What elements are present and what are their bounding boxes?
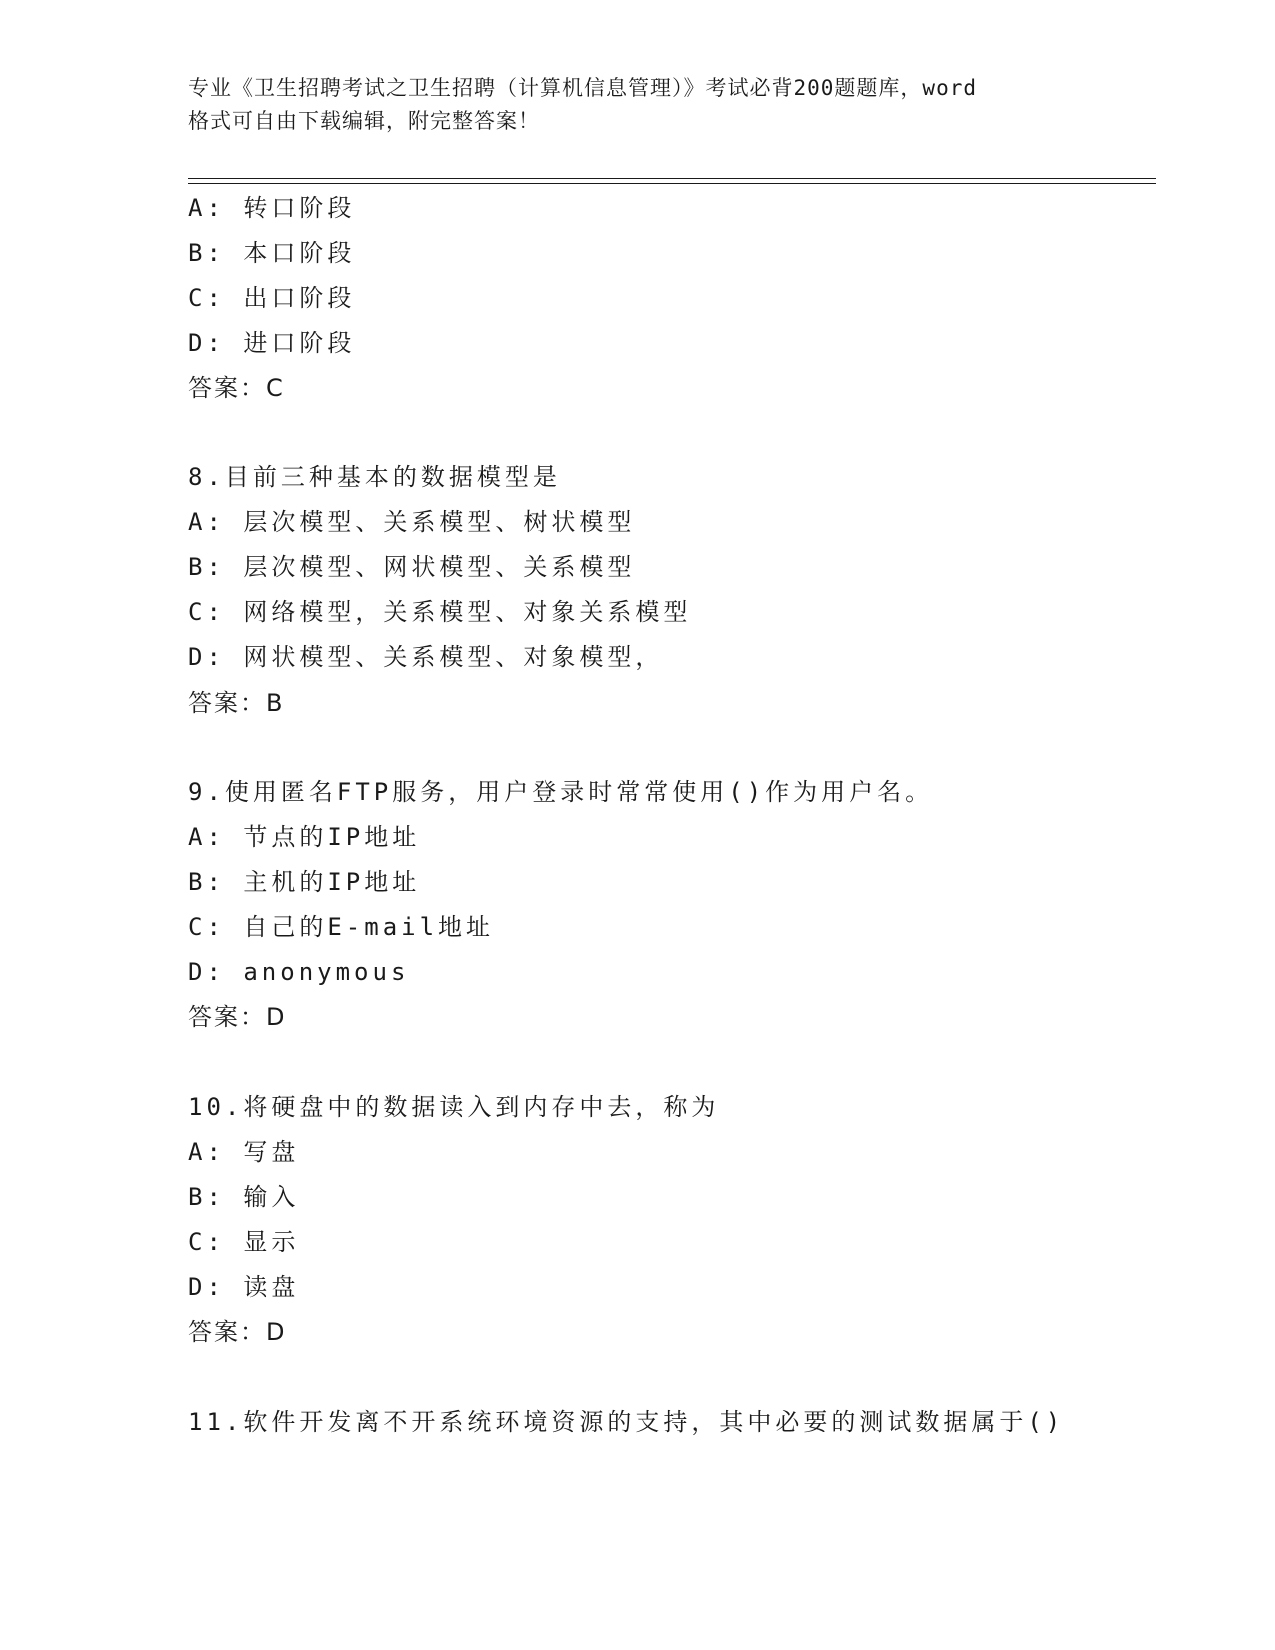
q9-option-d: D: anonymous xyxy=(188,958,410,986)
q10-option-d: D: 读盘 xyxy=(188,1273,300,1301)
header-divider-top xyxy=(188,178,1156,179)
q8-option-c: C: 网络模型，关系模型、对象关系模型 xyxy=(188,598,692,626)
q8-option-b: B: 层次模型、网状模型、关系模型 xyxy=(188,553,636,581)
header-divider-bottom xyxy=(188,183,1156,184)
q9-option-c: C: 自己的E-mail地址 xyxy=(188,913,495,941)
q11-question: 11.软件开发离不开系统环境资源的支持，其中必要的测试数据属于() xyxy=(188,1408,1065,1436)
q8-question: 8.目前三种基本的数据模型是 xyxy=(188,463,561,491)
q8-option-a: A: 层次模型、关系模型、树状模型 xyxy=(188,508,636,536)
q10-answer: 答案：D xyxy=(188,1318,287,1346)
q9-question: 9.使用匿名FTP服务，用户登录时常常使用()作为用户名。 xyxy=(188,778,934,806)
document-header xyxy=(188,72,1088,138)
q9-answer: 答案：D xyxy=(188,1003,287,1031)
q8-option-d: D: 网状模型、关系模型、对象模型， xyxy=(188,643,664,671)
q10-option-c: C: 显示 xyxy=(188,1228,300,1256)
q7-option-c: C: 出口阶段 xyxy=(188,284,356,312)
q9-option-a: A: 节点的IP地址 xyxy=(188,823,421,851)
q7-option-a: A: 转口阶段 xyxy=(188,194,356,222)
header-title-line-2: 格式可自由下载编辑，附完整答案！ xyxy=(188,109,540,133)
q7-answer: 答案：C xyxy=(188,374,285,402)
q9-option-b: B: 主机的IP地址 xyxy=(188,868,421,896)
q10-option-a: A: 写盘 xyxy=(188,1138,300,1166)
q10-option-b: B: 输入 xyxy=(188,1183,300,1211)
header-title-line-1: 专业《卫生招聘考试之卫生招聘（计算机信息管理）》考试必背200题题库，word xyxy=(188,76,977,100)
q10-question: 10.将硬盘中的数据读入到内存中去，称为 xyxy=(188,1093,720,1121)
q7-option-d: D: 进口阶段 xyxy=(188,329,356,357)
q7-option-b: B: 本口阶段 xyxy=(188,239,356,267)
q8-answer: 答案：B xyxy=(188,689,285,717)
